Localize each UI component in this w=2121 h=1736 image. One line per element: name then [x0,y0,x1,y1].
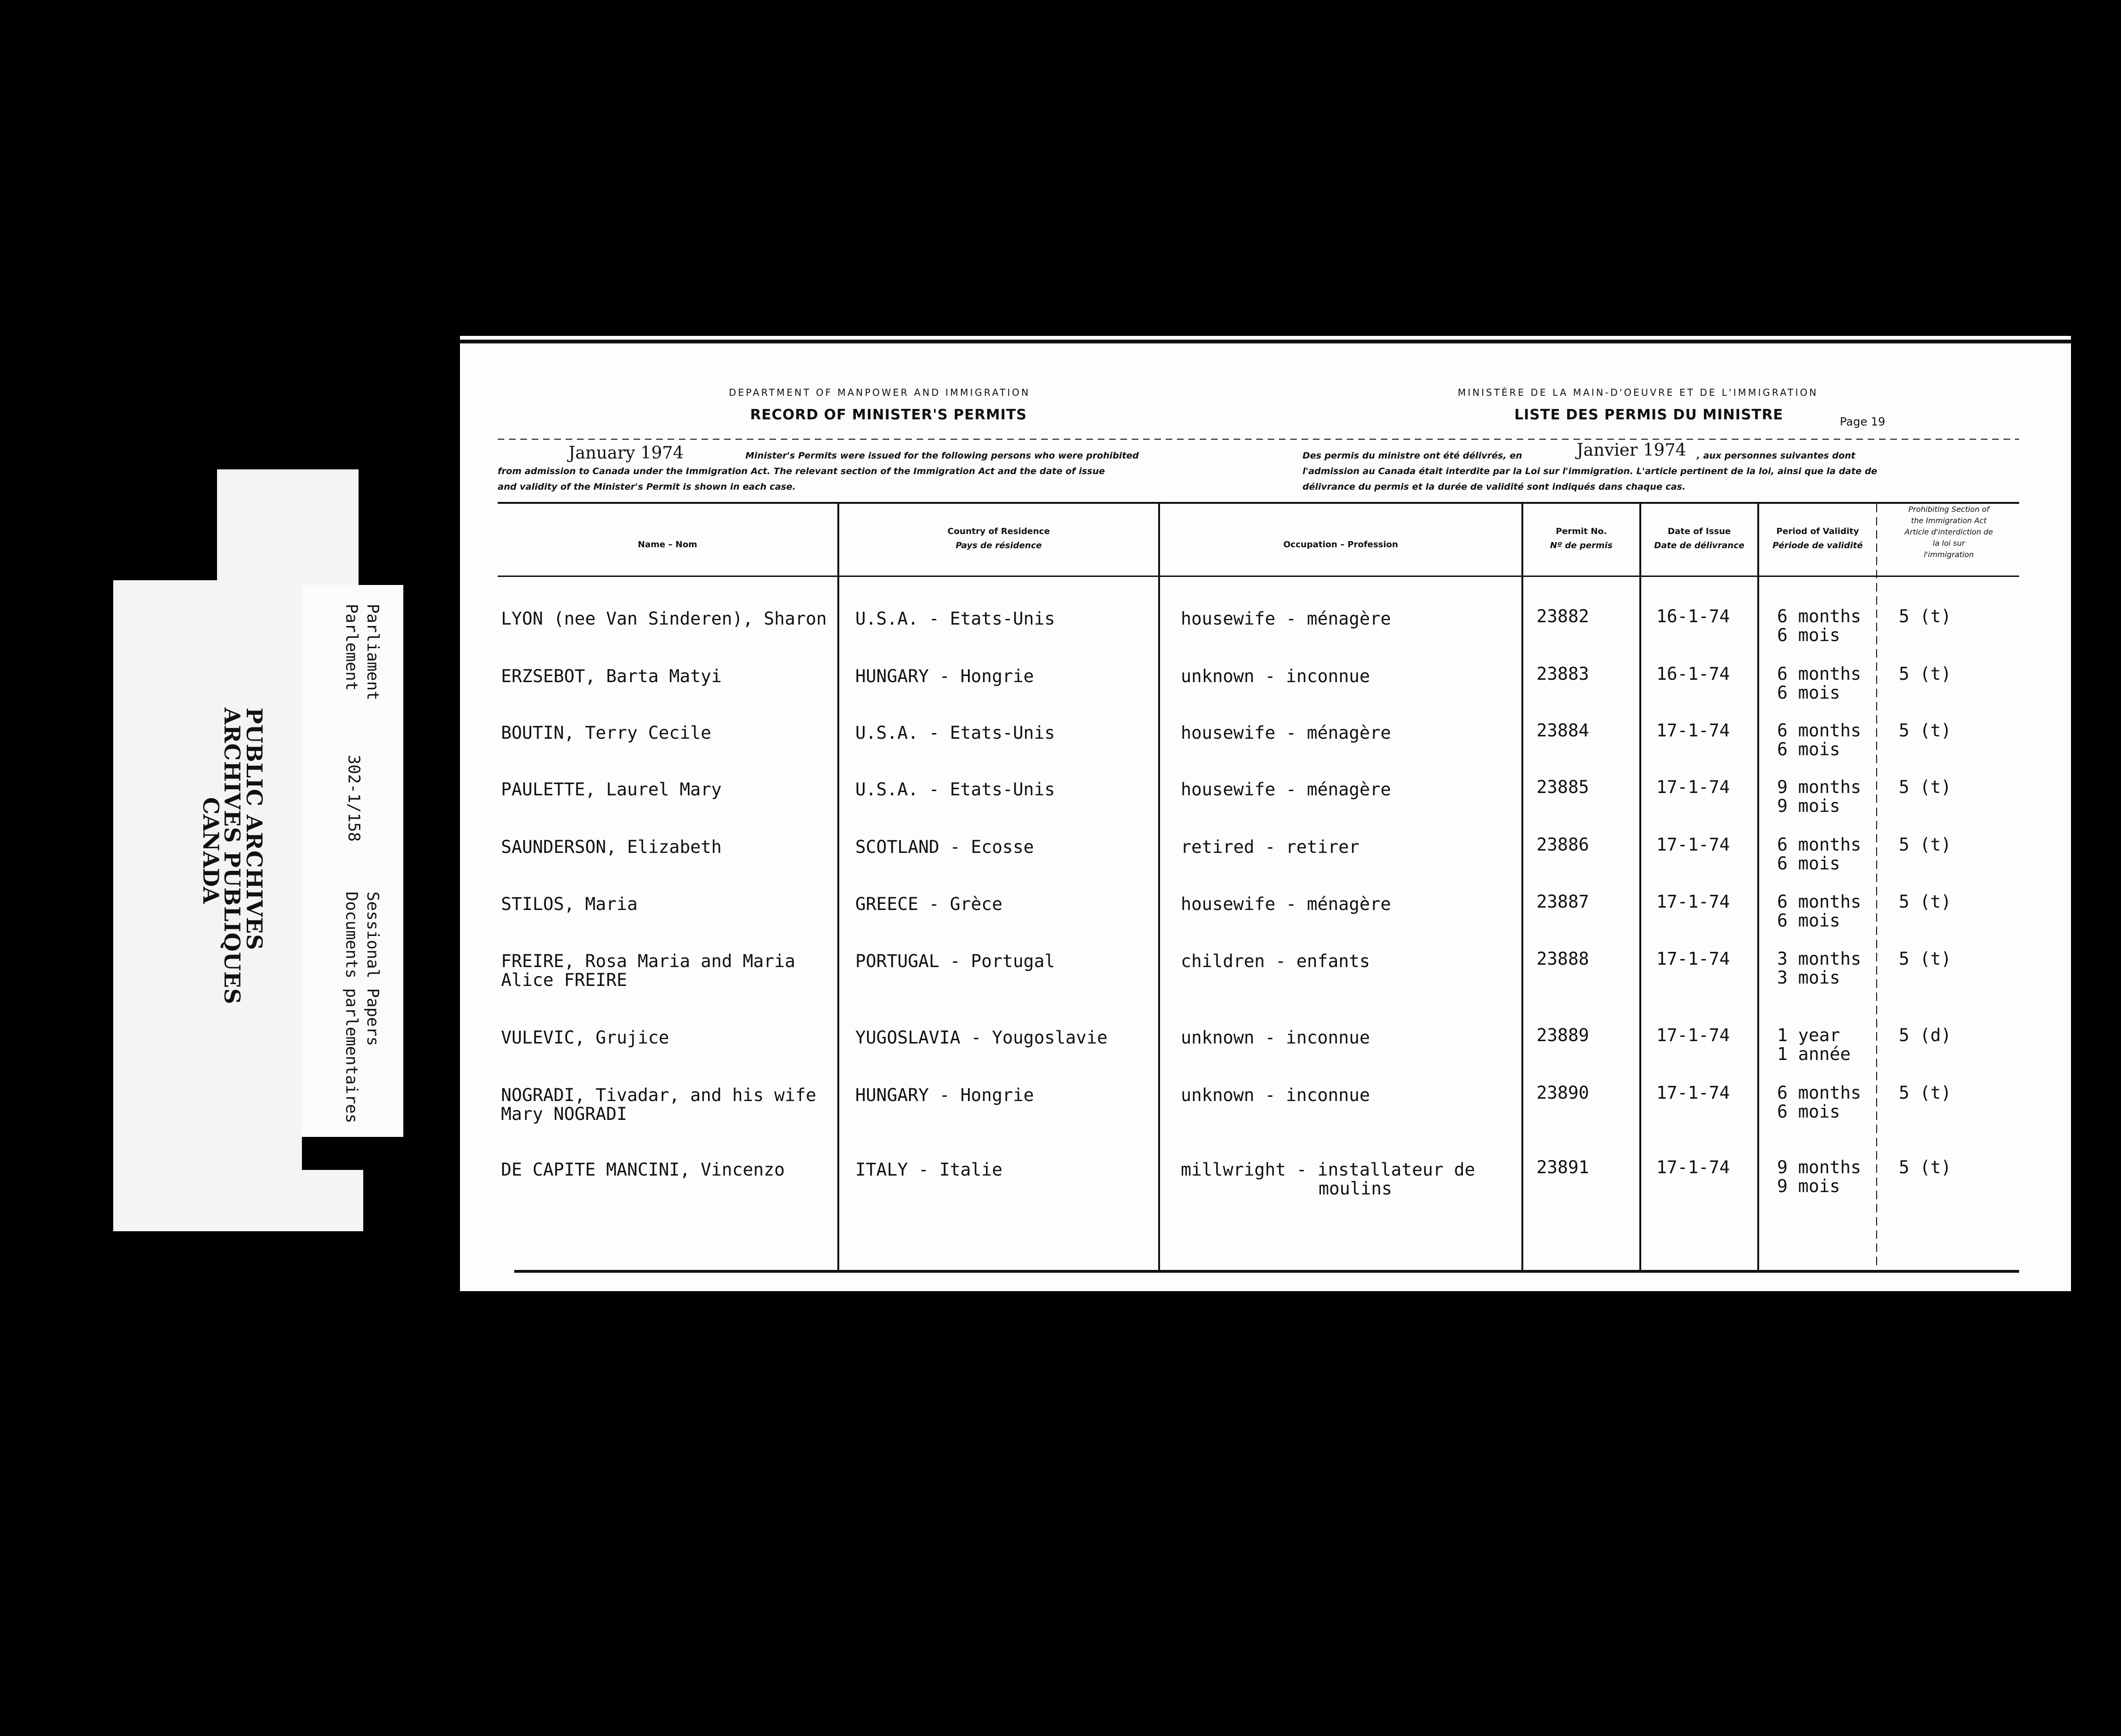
row-country: U.S.A. - Etats-Unis [855,609,1055,629]
header-section-fr-1: Article d'interdiction de [1904,527,1993,536]
row-name: BOUTIN, Terry Cecile [501,723,711,743]
row-country: GREECE - Grèce [855,894,1002,914]
row-name: FREIRE, Rosa Maria and Maria [501,951,795,971]
row-prohibiting-section: 5 (d) [1899,1025,1952,1045]
row-name: LYON (nee Van Sinderen), Sharon [501,609,827,629]
header-date [1641,525,1757,553]
archive-institution-en: PUBLIC ARCHIVES [242,708,267,951]
row-date-of-issue: 17-1-74 [1656,835,1730,855]
month-fr: Janvier 1974 [1577,441,1687,460]
row-date-of-issue: 16-1-74 [1656,606,1730,626]
header-name [498,538,837,552]
row-occupation: retired - retirer [1181,837,1360,857]
intro-fr-part-b: , aux personnes suivantes dont [1696,451,1855,461]
row-name: NOGRADI, Tivadar, and his wife [501,1085,817,1105]
row-prohibiting-section: 5 (t) [1899,720,1952,741]
row-country: SCOTLAND - Ecosse [855,837,1034,857]
row-period-validity-en: 6 months [1777,606,1862,626]
row-country: U.S.A. - Etats-Unis [855,723,1055,743]
row-permit-number: 23891 [1536,1157,1589,1177]
row-name: PAULETTE, Laurel Mary [501,779,722,800]
row-name: ERZSEBOT, Barta Matyi [501,666,722,686]
row-name: STILOS, Maria [501,894,638,914]
header-country-en: Country of Residence [947,526,1050,536]
document-title-fr: LISTE DES PERMIS DU MINISTRE [1514,407,1784,423]
row-period-validity-en: 9 months [1777,777,1862,797]
row-permit-number: 23884 [1536,720,1589,741]
label-documents-parlementaires: Documents parlementaires [342,892,361,1124]
row-occupation-cont: moulins [1319,1178,1392,1199]
header-occupation [1160,538,1521,552]
row-occupation: unknown - inconnue [1181,1027,1370,1048]
row-date-of-issue: 17-1-74 [1656,777,1730,797]
label-parliament: Parliament [363,604,382,701]
row-country: HUNGARY - Hongrie [855,666,1034,686]
department-name-en: DEPARTMENT OF MANPOWER AND IMMIGRATION [729,387,1030,398]
month-en: January 1974 [568,443,684,463]
header-section-en-2: the Immigration Act [1911,516,1987,525]
archive-label [113,580,302,1231]
header-name-label: Name – Nom [638,540,697,550]
row-date-of-issue: 17-1-74 [1656,720,1730,741]
row-permit-number: 23888 [1536,949,1589,969]
header-date-fr: Date de délivrance [1654,541,1745,551]
header-permit-en: Permit No. [1555,526,1607,536]
row-occupation: millwright - installateur de [1181,1160,1475,1180]
row-permit-number: 23882 [1536,606,1589,626]
sheet-top-edge [460,340,2071,343]
row-occupation: housewife - ménagère [1181,609,1391,629]
archive-country: CANADA [198,797,224,904]
row-country: YUGOSLAVIA - Yougoslavie [855,1027,1108,1048]
intro-text-fr-line3: délivrance du permis et la durée de validité sont indiqués dans chaque cas. [1303,482,1686,492]
intro-text-fr-line2: l'admission au Canada était interdite par la Loi sur l'immigration. L'article pertinent de la loi, ainsi que la date de [1303,466,1878,476]
row-permit-number: 23886 [1536,835,1589,855]
row-period-validity-en: 6 months [1777,892,1862,912]
row-prohibiting-section: 5 (t) [1899,777,1952,797]
department-name-fr: MINISTÈRE DE LA MAIN-D'OEUVRE ET DE L'IMMIGRATION [1458,387,1819,398]
row-period-validity-en: 3 months [1777,949,1862,969]
archive-institution-fr: ARCHIVES PUBLIQUES [219,708,245,1005]
row-occupation: housewife - ménagère [1181,779,1391,800]
table-header-bottom-rule [498,576,2019,577]
row-period-validity-fr: 9 mois [1777,796,1840,816]
row-name: VULEVIC, Grujice [501,1027,669,1048]
row-prohibiting-section: 5 (t) [1899,835,1952,855]
column-divider [1639,504,1641,1273]
page-number: Page 19 [1840,415,1886,428]
label-sessional-papers: Sessional Papers [363,892,382,1046]
table-bottom-rule [514,1270,2019,1273]
row-date-of-issue: 17-1-74 [1656,949,1730,969]
row-prohibiting-section: 5 (t) [1899,1083,1952,1103]
row-period-validity-en: 1 year [1777,1025,1840,1045]
row-period-validity-en: 6 months [1777,720,1862,741]
row-occupation: unknown - inconnue [1181,1085,1370,1105]
header-permit [1523,525,1639,553]
row-permit-number: 23883 [1536,664,1589,684]
row-country: U.S.A. - Etats-Unis [855,779,1055,800]
header-period-fr: Période de validité [1772,541,1863,551]
row-period-validity-fr: 9 mois [1777,1176,1840,1196]
header-date-en: Date of Issue [1668,526,1731,536]
header-country [839,525,1158,553]
row-prohibiting-section: 5 (t) [1899,606,1952,626]
column-divider [1158,504,1160,1273]
row-occupation: housewife - ménagère [1181,894,1391,914]
row-occupation: unknown - inconnue [1181,666,1370,686]
column-divider [1521,504,1523,1273]
row-date-of-issue: 17-1-74 [1656,1157,1730,1177]
row-period-validity-fr: 6 mois [1777,683,1840,703]
row-period-validity-en: 6 months [1777,1083,1862,1103]
row-prohibiting-section: 5 (t) [1899,1157,1952,1177]
column-divider [837,504,839,1273]
row-permit-number: 23887 [1536,892,1589,912]
header-period-en: Period of Validity [1776,526,1859,536]
row-period-validity-fr: 3 mois [1777,968,1840,988]
row-period-validity-fr: 6 mois [1777,910,1840,931]
row-period-validity-en: 9 months [1777,1157,1862,1177]
row-name: SAUNDERSON, Elizabeth [501,837,722,857]
intro-text-en-line2: from admission to Canada under the Immigration Act. The relevant section of the Immigration Act and the date of issue [498,466,1105,476]
table-top-rule [498,502,2019,504]
row-country: HUNGARY - Hongrie [855,1085,1034,1105]
header-period [1759,525,1876,553]
document-title-en: RECORD OF MINISTER'S PERMITS [750,407,1027,423]
row-date-of-issue: 17-1-74 [1656,892,1730,912]
row-name-cont: Mary NOGRADI [501,1104,627,1124]
header-country-fr: Pays de résidence [955,541,1042,551]
intro-text-en-line1: Minister's Permits were issued for the following persons who were prohibited [745,451,1139,461]
header-occupation-label: Occupation – Profession [1283,540,1398,550]
intro-text-fr-line1 [1303,448,1855,464]
row-prohibiting-section: 5 (t) [1899,949,1952,969]
header-section-fr-2: la loi sur [1932,539,1965,548]
row-date-of-issue: 17-1-74 [1656,1025,1730,1045]
archive-label-tab [217,469,359,585]
row-period-validity-fr: 6 mois [1777,853,1840,874]
row-occupation: housewife - ménagère [1181,723,1391,743]
header-section-fr-3: l'immigration [1923,550,1974,559]
row-period-validity-en: 6 months [1777,835,1862,855]
intro-text-en-line3: and validity of the Minister's Permit is shown in each case. [498,482,796,492]
row-period-validity-fr: 1 année [1777,1044,1851,1064]
row-period-validity-fr: 6 mois [1777,625,1840,645]
row-period-validity-en: 6 months [1777,664,1862,684]
row-prohibiting-section: 5 (t) [1899,664,1952,684]
row-date-of-issue: 17-1-74 [1656,1083,1730,1103]
row-period-validity-fr: 6 mois [1777,739,1840,760]
row-permit-number: 23885 [1536,777,1589,797]
column-divider-dashed [1876,504,1877,1273]
row-date-of-issue: 16-1-74 [1656,664,1730,684]
row-name-cont: Alice FREIRE [501,970,627,990]
label-reference-number: 302-1/158 [344,755,363,842]
header-permit-fr: Nº de permis [1550,541,1613,551]
archive-label-tab-bottom [226,1170,363,1231]
row-permit-number: 23889 [1536,1025,1589,1045]
row-occupation: children - enfants [1181,951,1370,971]
row-name: DE CAPITE MANCINI, Vincenzo [501,1160,785,1180]
row-permit-number: 23890 [1536,1083,1589,1103]
header-dashed-rule [498,439,2019,440]
header-section [1878,504,2020,560]
permit-record-sheet [460,336,2071,1291]
row-country: PORTUGAL - Portugal [855,951,1055,971]
row-country: ITALY - Italie [855,1160,1002,1180]
row-prohibiting-section: 5 (t) [1899,892,1952,912]
label-parlement: Parlement [342,604,361,691]
row-period-validity-fr: 6 mois [1777,1102,1840,1122]
intro-fr-part-a: Des permis du ministre ont été délivrés, en [1303,451,1522,461]
column-divider [1757,504,1759,1273]
header-section-en-1: Prohibiting Section of [1908,505,1989,514]
